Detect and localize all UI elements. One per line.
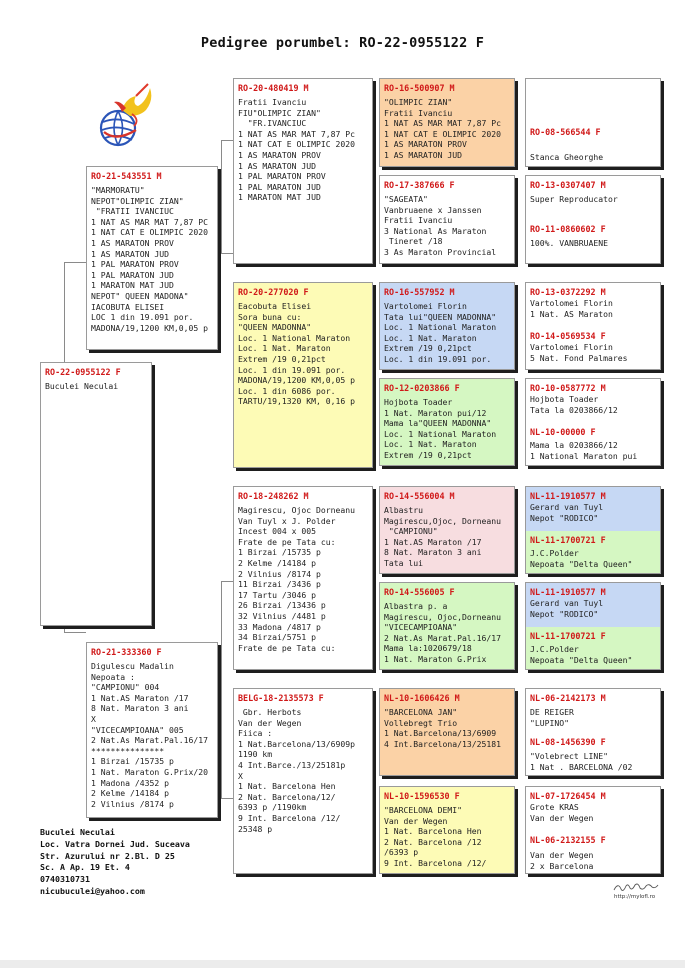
ancestor-card-gen3 [379, 786, 515, 874]
ancestor-entry [526, 379, 660, 423]
ancestor-pair-gen4 [525, 378, 661, 466]
ancestor-entry [526, 583, 660, 627]
ancestor-card-gen3 [379, 78, 515, 167]
ancestor-entry [526, 831, 660, 874]
dam-ring: RO-21-333360 F [91, 647, 162, 657]
pedigree-ring: RO-16-500907 M [384, 83, 455, 93]
pedigree-ring: RO-16-557952 M [384, 287, 455, 297]
ancestor-pair-gen4 [525, 486, 661, 574]
connector-line [64, 262, 86, 263]
pedigree-ring: NL-10-1596530 F [384, 791, 460, 801]
ancestor-pair-gen4 [525, 175, 661, 264]
ancestor-card-gen3 [379, 378, 515, 466]
grandsire-maternal-card [233, 486, 373, 670]
ancestor-entry [526, 423, 660, 466]
ancestor-entry [526, 176, 660, 220]
ancestor-entry [526, 220, 660, 264]
pedigree-info: Grote KRAS Van der Wegen [530, 802, 594, 823]
ancestor-card-gen3 [379, 582, 515, 670]
pedigree-ring: NL-06-2142173 M [530, 693, 606, 703]
pedigree-info: "Volebrect LINE" 1 Nat . BARCELONA /02 [530, 751, 633, 772]
pedigree-info: Gerard van Tuyl Nepot "RODICO" [530, 502, 604, 523]
dam-card [86, 642, 218, 818]
ancestor-entry [526, 689, 660, 733]
pedigree-ring: NL-11-1910577 M [530, 587, 606, 597]
signature-icon [612, 880, 660, 894]
ancestor-card-gen3 [379, 282, 515, 370]
pedigree-ring: RO-20-277020 F [238, 287, 309, 297]
pedigree-info: Vartolomei Florin 1 Nat. AS Maraton [530, 298, 613, 319]
page-title: Pedigree porumbel: RO-22-0955122 F [200, 35, 485, 51]
signature-url: http://mylofl.ro [614, 894, 656, 900]
ancestor-pair-gen4 [525, 688, 661, 776]
pedigree-info: Vartolomei Florin 5 Nat. Fond Palmares [530, 342, 628, 363]
pedigree-info: Gerard van Tuyl Nepot "RODICO" [530, 598, 604, 619]
subject-ring: RO-22-0955122 F [45, 367, 121, 377]
pedigree-ring: NL-07-1726454 M [530, 791, 606, 801]
pedigree-ring: RO-13-0307407 M [530, 180, 606, 190]
ancestor-entry [526, 327, 660, 370]
granddam-maternal-card [233, 688, 373, 874]
connector-line [64, 632, 86, 633]
pedigree-ring: RO-18-248262 M [238, 491, 309, 501]
pedigree-info: 100%. VANBRUAENE [530, 238, 608, 248]
ancestor-card-gen3 [379, 175, 515, 264]
pedigree-info: Magirescu, Ojoc Dorneanu Van Tuyl x J. Polder Incest 004 x 005 Frate de pe Tata cu: 1 Birzai /15735 p 2 Kelme /14184 p 2 Vilnius /8174 p 11 Birzai /3436 p 17 Tartu /3046 p 26 Birzai /13436 p 32 Vilnius /4481 p 33 Madona /4817 p 34 Birzai/5751 p Frate de pe Tata cu: [238, 505, 355, 653]
pedigree-ring: NL-08-1456390 F [530, 737, 606, 747]
sire-card [86, 166, 218, 350]
ancestor-card-gen3 [379, 486, 515, 574]
subject-owner: Buculei Neculai [45, 381, 119, 391]
pedigree-info: J.C.Polder Nepoata "Delta Queen" [530, 548, 633, 569]
ancestor-entry [526, 79, 660, 123]
pedigree-info: Vartolomei Florin Tata lui"QUEEN MADONNA" Loc. 1 National Maraton Loc. 1 Nat. Maraton Extrem /19 0,21pct Loc. 1 din 19.091 por. [384, 301, 497, 364]
pedigree-info: Super Reproducator [530, 194, 618, 204]
pedigree-info: Albastra p. a Magirescu, Ojoc,Dorneanu "VICECAMPIOANA" 2 Nat.As Marat.Pal.16/17 Mama la:1020679/18 1 Nat. Maraton G.Prix [384, 601, 501, 664]
dove-globe-logo [96, 80, 166, 156]
pedigree-ring: RO-11-0860602 F [530, 224, 606, 234]
pedigree-ring: RO-17-387666 F [384, 180, 455, 190]
pedigree-ring: RO-14-556004 M [384, 491, 455, 501]
ancestor-pair-gen4 [525, 786, 661, 874]
pedigree-info: DE REIGER "LUPINO" [530, 707, 574, 728]
pedigree-ring: NL-10-1606426 M [384, 693, 460, 703]
owner-contact: Buculei Neculai Loc. Vatra Dornei Jud. Suceava Str. Azurului nr 2.Bl. D 25 Sc. A Ap. 19 Et. 4 0740310731 nicubuculei@yahoo.com [40, 827, 190, 896]
pedigree-ring: NL-06-2132155 F [530, 835, 606, 845]
pedigree-info: Mama la 0203866/12 1 National Maraton pui [530, 440, 638, 461]
pedigree-info: Stanca Gheorghe [530, 152, 604, 162]
pedigree-ring: NL-10-00000 F [530, 427, 596, 437]
dam-info: Digulescu Madalin Nepoata : "CAMPIONU" 004 1 Nat.AS Maraton /17 8 Nat. Maraton 3 ani X "VICECAMPIOANA" 005 2 Nat.As Marat.Pal.16/17 *************** 1 Birzai /15735 p 1 Nat. Maraton G.Prix/20 1 Madona /4352 p 2 Kelme /14184 p 2 Vilnius /8174 p [91, 661, 208, 809]
ancestor-card-gen3 [379, 688, 515, 776]
pedigree-ring: RO-14-556005 F [384, 587, 455, 597]
pedigree-info: "BARCELONA DEMI" Van der Wegen 1 Nat. Barcelona Hen 2 Nat. Barcelona /12 /6393 p 9 Int. Barcelona /12/ [384, 805, 487, 868]
ancestor-pair-gen4 [525, 582, 661, 670]
pedigree-ring: NL-11-1700721 F [530, 631, 606, 641]
ancestor-pair-gen4 [525, 282, 661, 370]
ancestor-entry [526, 283, 660, 327]
pedigree-info: "BARCELONA JAN" Vollebregt Trio 1 Nat.Barcelona/13/6909 4 Int.Barcelona/13/25181 [384, 707, 501, 749]
ancestor-pair-gen4 [525, 78, 661, 167]
granddam-paternal-card [233, 282, 373, 468]
connector-line [221, 690, 222, 798]
pedigree-ring: NL-11-1700721 F [530, 535, 606, 545]
pedigree-ring: RO-20-480419 M [238, 83, 309, 93]
ancestor-entry [526, 787, 660, 831]
pedigree-ring: RO-10-0587772 M [530, 383, 606, 393]
grandsire-paternal-card [233, 78, 373, 264]
pedigree-ring: NL-11-1910577 M [530, 491, 606, 501]
pedigree-info: Hojbota Toader 1 Nat. Maraton pui/12 Mama la"QUEEN MADONNA" Loc. 1 National Maraton Loc. 1 Nat. Maraton Extrem /19 0,21pct [384, 397, 497, 460]
pedigree-ring: RO-14-0569534 F [530, 331, 606, 341]
pedigree-info: Gbr. Herbots Van der Wegen Fiica : 1 Nat.Barcelona/13/6909p 1190 km 4 Int.Barce./13/25181p X 1 Nat. Barcelona Hen 2 Nat. Barcelona/12/ 6393 p /1190km 9 Int. Barcelona /12/ 25348 p [238, 707, 355, 834]
subject-card [40, 362, 152, 626]
pedigree-ring: RO-12-0203866 F [384, 383, 460, 393]
ancestor-entry [526, 531, 660, 574]
pedigree-info: J.C.Polder Nepoata "Delta Queen" [530, 644, 633, 665]
pedigree-ring: RO-08-566544 F [530, 127, 601, 137]
ancestor-entry [526, 627, 660, 670]
sire-ring: RO-21-543551 M [91, 171, 162, 181]
pedigree-info: Albastru Magirescu,Ojoc, Dorneanu "CAMPIONU" 1 Nat.AS Maraton /17 8 Nat. Maraton 3 ani Tata lui [384, 505, 501, 568]
sire-info: "MARMORATU" NEPOT"OLIMPIC ZIAN" "FRATII IVANCIUC 1 NAT AS MAR MAT 7,87 PC 1 NAT CAT E OLIMPIC 2020 1 AS MARATON PROV 1 AS MARATON JUD 1 PAL MARATON PROV 1 PAL MARATON JUD 1 MARATON MAT JUD NEPOT" QUEEN MADONA" IACOBUTA ELISEI LOC 1 din 19.091 por. MADONA/19,1200 KM,0,05 p [91, 185, 208, 333]
pedigree-ring: BELG-18-2135573 F [238, 693, 324, 703]
pedigree-ring: RO-13-0372292 M [530, 287, 606, 297]
pedigree-info: Hojbota Toader Tata la 0203866/12 [530, 394, 618, 415]
pedigree-info: Van der Wegen 2 x Barcelona [530, 850, 594, 871]
pedigree-info: "SAGEATA" Vanbruaene x Janssen Fratii Ivanciu 3 National As Maraton Tineret /18 3 As Maraton Provincial [384, 194, 497, 257]
ancestor-entry [526, 733, 660, 776]
ancestor-entry [526, 487, 660, 531]
pedigree-info: Fratii Ivanciu FIU"OLIMPIC ZIAN" "FR.IVANCIUC 1 NAT AS MAR MAT 7,87 Pc 1 NAT CAT E OLIMPIC 2020 1 AS MARATON PROV 1 AS MARATON JUD 1 PAL MARATON PROV 1 PAL MARATON JUD 1 MARATON MAT JUD [238, 97, 355, 203]
ancestor-entry [526, 123, 660, 167]
pedigree-info: Eacobuta Elisei Sora buna cu: "QUEEN MADONNA" Loc. 1 National Maraton Loc. 1 Nat. Maraton Extrem /19 0,21pct Loc. 1 din 19.091 por. MADONA/19,1200 KM,0,05 p Loc. 1 din 6086 por. TARTU/19,1320 KM, 0,16 p [238, 301, 355, 407]
pedigree-info: "OLIMPIC ZIAN" Fratii Ivanciu 1 NAT AS MAR MAT 7,87 Pc 1 NAT CAT E OLIMPIC 2020 1 AS MARATON PROV 1 AS MARATON JUD [384, 97, 501, 160]
connector-line [221, 140, 222, 253]
